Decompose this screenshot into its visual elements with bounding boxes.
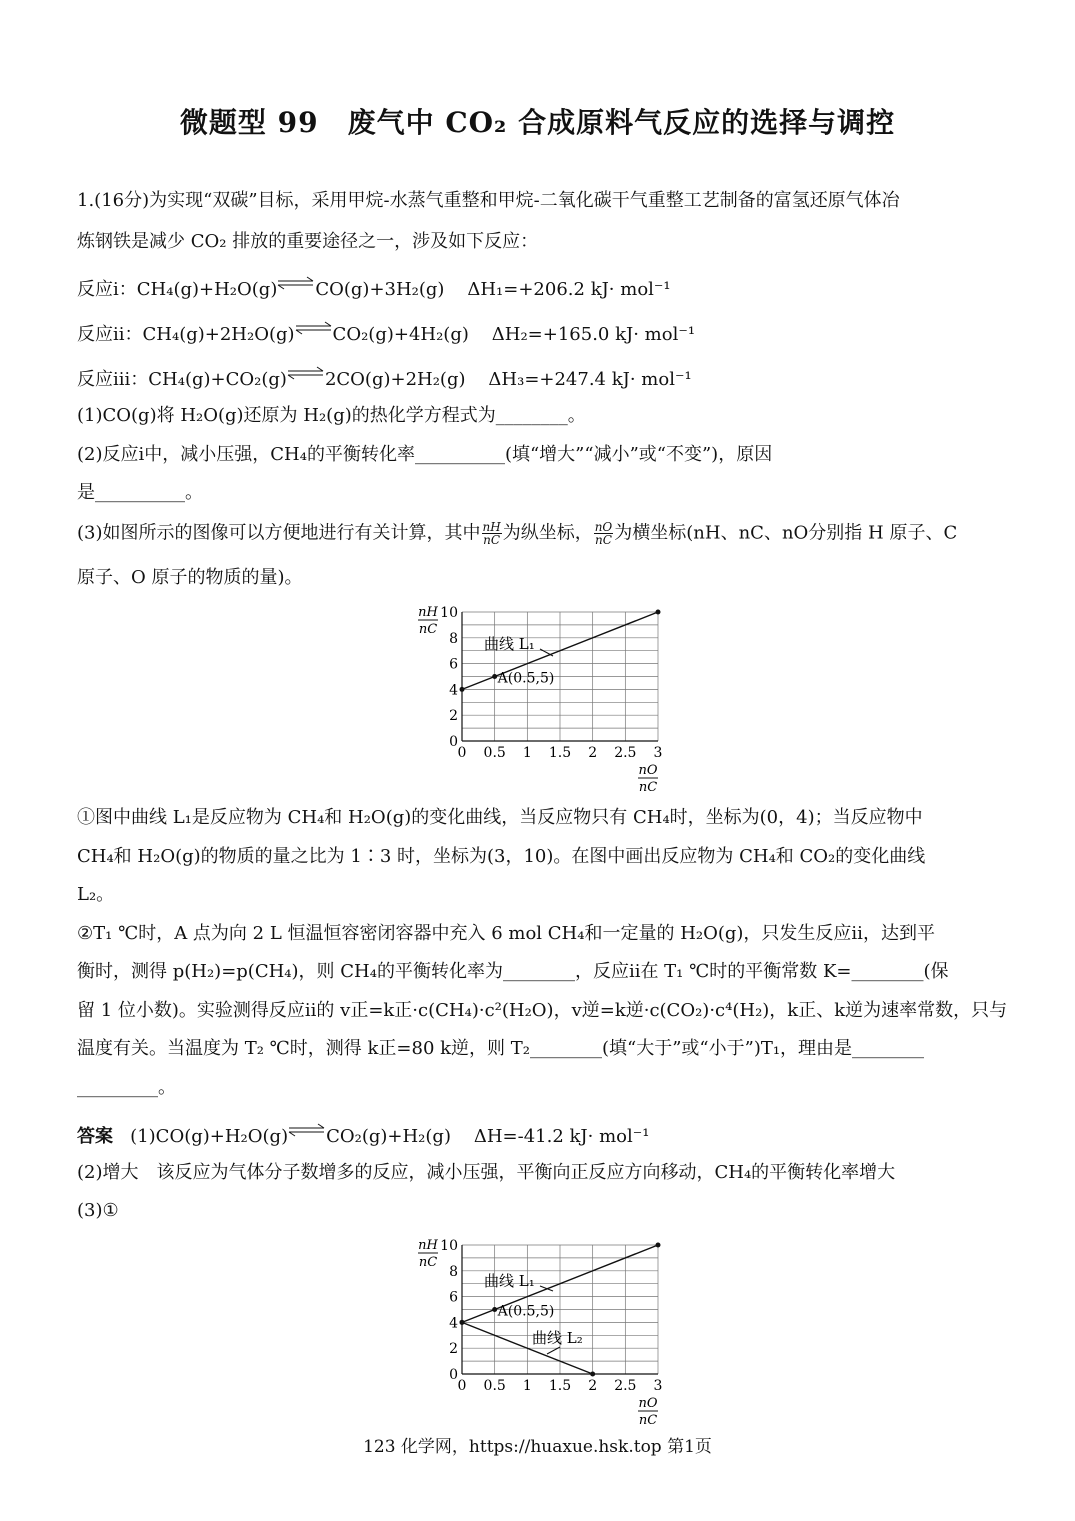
- series-point: [590, 1372, 595, 1377]
- y-axis-label-denominator: nC: [418, 1255, 438, 1270]
- x-tick-label: 2: [588, 1378, 598, 1394]
- series-point: [460, 1320, 465, 1325]
- fraction-denominator: nC: [595, 533, 612, 547]
- answer-1-enthalpy: ΔH=-41.2 kJ· mol⁻¹: [473, 1126, 650, 1147]
- fraction-denominator: nC: [483, 533, 501, 547]
- series-point: [656, 1243, 661, 1248]
- reaction-2-label: 反应ⅱ：: [77, 324, 143, 345]
- fraction-nh-nc: [482, 521, 502, 546]
- y-tick-label: 8: [449, 630, 458, 647]
- fraction-no-nc: [594, 521, 614, 546]
- x-tick-label: 1: [522, 1378, 532, 1394]
- x-tick-label: 0: [457, 745, 467, 761]
- y-axis-label-denominator: nC: [418, 622, 438, 637]
- reaction-2: [77, 320, 695, 347]
- series-label: 曲线 L₂: [532, 1329, 583, 1347]
- series-label: 曲线 L₁: [484, 635, 535, 653]
- x-tick-label: 3: [653, 745, 663, 761]
- question-intro-line2: 炼钢铁是减少 CO₂ 排放的重要途径之一，涉及如下反应：: [77, 231, 539, 252]
- equilibrium-arrow-icon: [295, 320, 333, 336]
- sub-question-1a: ①图中曲线 L₁是反应物为 CH₄和 H₂O(g)的变化曲线，当反应物只有 CH₄时，坐标为(0，4)；当反应物中: [77, 807, 923, 828]
- x-tick-label: 1.5: [548, 1378, 572, 1394]
- y-tick-label: 0: [449, 734, 458, 750]
- reaction-3-left: CH₄(g)+CO₂(g): [148, 369, 287, 390]
- x-tick-label: 0.5: [483, 745, 506, 761]
- y-axis-label-numerator: nH: [418, 605, 438, 620]
- answer-1-left: (1)CO(g)+H₂O(g): [130, 1126, 289, 1147]
- reaction-2-right: CO₂(g)+4H₂(g): [332, 324, 469, 345]
- sub-question-2b: 衡时，测得 p(H₂)=p(CH₄)，则 CH₄的平衡转化率为________，反应ⅱ在 T₁ ℃时的平衡常数 K=________(保: [77, 961, 949, 982]
- x-tick-label: 1.5: [548, 745, 572, 761]
- reaction-3-enthalpy: ΔH₃=+247.4 kJ· mol⁻¹: [488, 369, 692, 390]
- sub-question-1c: L₂。: [77, 884, 115, 905]
- equilibrium-arrow-icon: [277, 275, 315, 291]
- point-marker: [492, 1307, 497, 1312]
- reaction-1-label: 反应ⅰ：: [77, 279, 137, 300]
- reaction-3-label: 反应ⅲ：: [77, 369, 149, 390]
- answer-1: [77, 1122, 649, 1149]
- answer-1-right: CO₂(g)+H₂(g): [326, 1126, 451, 1147]
- question-part-3b: 原子、O 原子的物质的量)。: [77, 567, 303, 588]
- y-tick-label: 2: [449, 1341, 458, 1358]
- equilibrium-arrow-icon: [287, 365, 325, 381]
- reaction-1-right: CO(g)+3H₂(g): [315, 279, 445, 300]
- question-part-3a-text1: (3)如图所示的图像可以方便地进行有关计算，其中: [77, 522, 481, 544]
- y-tick-label: 10: [440, 1238, 458, 1254]
- reaction-1-left: CH₄(g)+H₂O(g): [136, 279, 278, 300]
- question-part-3a-text3: 为横坐标(nH、nC、nO分别指 H 原子、C: [614, 522, 958, 544]
- y-axis-label-numerator: nH: [418, 1238, 438, 1253]
- answer-3: (3)①: [77, 1200, 119, 1221]
- answer-label: 答案: [77, 1126, 113, 1147]
- x-tick-label: 2: [588, 745, 598, 761]
- answer-2: (2)增大 该反应为气体分子数增多的反应，减小压强，平衡向正反应方向移动，CH₄的平衡转化率增大: [77, 1162, 896, 1183]
- question-part-1: (1)CO(g)将 H₂O(g)还原为 H₂(g)的热化学方程式为________。: [77, 405, 586, 426]
- chart-answer: [410, 1231, 680, 1426]
- x-tick-label: 3: [653, 1378, 663, 1394]
- sub-question-2c: 留 1 位小数)。实验测得反应ⅱ的 v正=k正·c(CH₄)·c²(H₂O)，v逆=k逆·c(CO₂)·c⁴(H₂)，k正、k逆为速率常数，只与: [77, 1000, 1008, 1021]
- reaction-2-left: CH₄(g)+2H₂O(g): [142, 324, 295, 345]
- y-tick-label: 4: [449, 1315, 458, 1332]
- series-label-pointer: [540, 649, 553, 656]
- sub-question-1b: CH₄和 H₂O(g)的物质的量之比为 1∶3 时，坐标为(3，10)。在图中画出反应物为 CH₄和 CO₂的变化曲线: [77, 846, 926, 867]
- x-axis-label-numerator: nO: [638, 1396, 658, 1411]
- sub-question-2d: 温度有关。当温度为 T₂ ℃时，测得 k正=80 k逆，则 T₂________(填“大于”或“小于”)T₁，理由是________: [77, 1038, 925, 1059]
- x-axis-label-numerator: nO: [638, 763, 658, 778]
- y-tick-label: 8: [449, 1263, 458, 1280]
- question-part-3a-text2: 为纵坐标，: [502, 522, 593, 544]
- y-tick-label: 6: [449, 656, 458, 673]
- page-footer: 123 化学网，https://huaxue.hsk.top 第1页: [363, 1437, 712, 1457]
- question-intro-line1: 1.(16分)为实现“双碳”目标，采用甲烷-水蒸气重整和甲烷-二氧化碳干气重整工艺制备的富氢还原气体冶: [77, 190, 900, 211]
- reaction-3-right: 2CO(g)+2H₂(g): [324, 369, 466, 390]
- point-marker: [492, 674, 497, 679]
- series-point: [656, 610, 661, 615]
- reaction-1-enthalpy: ΔH₁=+206.2 kJ· mol⁻¹: [467, 279, 671, 300]
- x-axis-label-denominator: nC: [638, 1413, 658, 1426]
- y-tick-label: 10: [440, 605, 458, 621]
- y-tick-label: 6: [449, 1289, 458, 1306]
- question-part-3a: [77, 521, 957, 546]
- x-tick-label: 2.5: [614, 1378, 637, 1394]
- chart-question: [410, 598, 680, 793]
- fraction-numerator: nH: [482, 520, 501, 534]
- sub-question-2a: ②T₁ ℃时，A 点为向 2 L 恒温恒容密闭容器中充入 6 mol CH₄和一定量的 H₂O(g)，只发生反应ⅱ，达到平: [77, 923, 935, 944]
- page-title: 微题型 99 废气中 CO₂ 合成原料气反应的选择与调控: [179, 106, 896, 139]
- x-tick-label: 1: [522, 745, 532, 761]
- reaction-2-enthalpy: ΔH₂=+165.0 kJ· mol⁻¹: [491, 324, 696, 345]
- equilibrium-arrow-icon: [288, 1122, 326, 1138]
- x-tick-label: 0: [457, 1378, 467, 1394]
- question-part-2b: 是__________。: [77, 482, 203, 503]
- series-point: [460, 687, 465, 692]
- y-tick-label: 0: [449, 1367, 458, 1383]
- reaction-1: [77, 275, 671, 302]
- y-tick-label: 2: [449, 708, 458, 725]
- point-label: A(0.5,5): [497, 670, 555, 687]
- question-part-2a: (2)反应ⅰ中，减小压强，CH₄的平衡转化率__________(填“增大”“减小”或“不变”)，原因: [77, 444, 773, 465]
- x-axis-label-denominator: nC: [638, 780, 658, 793]
- x-tick-label: 2.5: [614, 745, 637, 761]
- fraction-numerator: nO: [594, 520, 613, 534]
- x-tick-label: 0.5: [483, 1378, 506, 1394]
- point-label: A(0.5,5): [497, 1303, 555, 1320]
- sub-question-2e: _________。: [77, 1077, 176, 1098]
- reaction-3: [77, 365, 692, 392]
- series-label: 曲线 L₁: [484, 1272, 535, 1290]
- y-tick-label: 4: [449, 682, 458, 699]
